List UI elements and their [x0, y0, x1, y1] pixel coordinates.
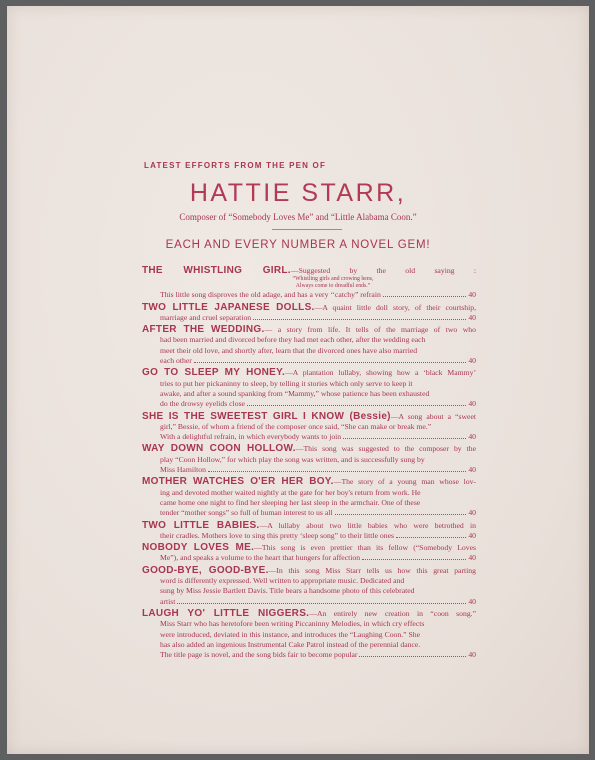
description-last-line: [160, 313, 476, 323]
description-last-line: [160, 597, 476, 607]
song-title: AFTER THE WEDDING.: [142, 324, 265, 336]
description-line: sung by Miss Jessie Bartlett Davis. Title bears a handsome photo of this celebrated: [160, 586, 415, 596]
tagline: EACH AND EVERY NUMBER A NOVEL GEM!: [165, 239, 431, 251]
song-description-start: —A quaint little doll story, of their courtship,: [314, 302, 477, 312]
page-sheet: [7, 6, 589, 754]
song-price: 40: [468, 530, 476, 540]
song-description: [142, 422, 476, 443]
song-price: 40: [468, 312, 476, 322]
song-description: [142, 313, 476, 323]
song-description-start: —This song was suggested to the composer by the: [295, 444, 476, 454]
song-description: [142, 488, 476, 519]
composer-name: HATTIE STARR,: [189, 179, 407, 207]
description-line: play “Coon Hollow,” for which play the song was written, and is successfully sung by: [160, 454, 425, 464]
song-price: 40: [468, 290, 476, 300]
quoted-saying: “Whistling girls and crowing hens,: [292, 276, 374, 283]
leader-dots: [362, 558, 466, 560]
song-price: 40: [468, 432, 476, 442]
song-entry: [142, 566, 476, 607]
description-text: each other: [160, 356, 192, 366]
description-text: The title page is novel, and the song bids fair to become popular: [160, 650, 358, 660]
song-price: 40: [468, 553, 476, 563]
song-first-line: [142, 609, 476, 619]
description-line: has also added an ingenious Instrumental Cake Patrol instead of the perennial dance.: [160, 639, 421, 649]
leader-dots: [177, 602, 466, 604]
description-last-line: [160, 508, 476, 518]
song-description-start: —Suggested by the old saying :: [290, 266, 476, 275]
leader-dots: [194, 361, 467, 363]
song-price: 40: [468, 508, 476, 518]
song-entry: [142, 477, 476, 518]
leader-dots: [208, 470, 466, 472]
description-line: girl,” Bessie, of whom a friend of the composer once said, “She can make or break me.”: [160, 421, 432, 431]
song-title: GO TO SLEEP MY HONEY.: [142, 367, 286, 379]
description-last-line: [160, 290, 476, 300]
song-first-line: [142, 566, 476, 576]
song-price: 40: [468, 596, 476, 606]
composer-byline: Composer of “Somebody Loves Me” and “Little Alabama Coon.”: [179, 212, 417, 222]
song-first-line: [142, 303, 476, 313]
song-first-line: [142, 543, 476, 553]
leader-dots: [253, 318, 466, 320]
description-text: tender “mother songs” so full of human interest to us all: [160, 508, 333, 518]
song-first-line: [142, 412, 476, 422]
song-title: TWO LITTLE JAPANESE DOLLS.: [142, 301, 315, 313]
song-entry: [142, 368, 476, 409]
song-title: MOTHER WATCHES O'ER HER BOY.: [142, 476, 334, 488]
song-description-start: — a story from life. It tells of the marriage of two who: [264, 325, 476, 335]
song-title: NOBODY LOVES ME.: [142, 542, 255, 554]
description-line: ing and devoted mother waited nightly at the gate for her boy's return from work. He: [160, 487, 421, 497]
description-line: word is differently expressed. Well written to appropriate music. Dedicated and: [160, 576, 405, 586]
song-description: [142, 379, 476, 410]
description-text: With a delightful refrain, in which everybody wants to join: [160, 432, 342, 442]
song-description: [142, 455, 476, 476]
description-text: Miss Hamilton: [160, 465, 206, 475]
description-last-line: [160, 399, 476, 409]
description-text: their cradles. Mothers love to sing this pretty ‘sleep song” to their little ones: [160, 530, 394, 540]
song-entry: [142, 303, 476, 324]
song-title: LAUGH YO' LITTLE NIGGERS.: [142, 607, 310, 619]
song-first-line: [142, 444, 476, 454]
song-price: 40: [468, 356, 476, 366]
song-price: 40: [468, 650, 476, 660]
song-price: 40: [468, 399, 476, 409]
description-text: marriage and cruel separation: [160, 312, 252, 322]
kicker-heading: LATEST EFFORTS FROM THE PEN OF: [144, 161, 327, 170]
song-description-start: —This song is even prettier than its fellow (“Somebody Loves: [254, 543, 477, 553]
song-title: WAY DOWN COON HOLLOW.: [142, 443, 296, 455]
description-last-line: [160, 432, 476, 442]
description-line: meet their old love, and shortly after, learn that the divorced ones have also married: [160, 345, 418, 355]
song-title: THE WHISTLING GIRL.: [142, 265, 291, 276]
description-text: This little song disproves the old adage, and has a very ‘‘catchy” refrain: [160, 290, 381, 300]
song-title: GOOD-BYE, GOOD-BYE.: [142, 564, 269, 576]
quoted-saying: Always come to dreadful ends.”: [295, 283, 371, 290]
leader-dots: [359, 655, 466, 657]
description-text: artist: [160, 596, 176, 606]
song-description: [142, 619, 476, 660]
description-line: Miss Starr who has heretofore been writing Piccaninny Melodies, in which cry effects: [160, 619, 425, 629]
song-entry: [142, 266, 476, 301]
leader-dots: [383, 295, 467, 297]
song-description: [142, 335, 476, 366]
description-last-line: [160, 531, 476, 541]
song-title: TWO LITTLE BABIES.: [142, 519, 260, 531]
description-last-line: [160, 465, 476, 475]
description-last-line: [160, 553, 476, 563]
song-entry: [142, 444, 476, 475]
song-entry: [142, 325, 476, 366]
description-text: Me”), and speaks a volume to the heart that hungers for affection: [160, 553, 361, 563]
description-line: tries to put her pickaninny to sleep, by telling it stories which only serve to keep it: [160, 378, 413, 388]
song-entry: [142, 609, 476, 660]
song-entry: [142, 412, 476, 443]
song-description-start: —A song about a “sweet: [390, 411, 477, 421]
song-entry: [142, 543, 476, 564]
divider-rule: [272, 229, 342, 230]
description-line: had been married and divorced before they had met each other, after the wedding each: [160, 335, 426, 345]
leader-dots: [335, 513, 467, 515]
song-first-line: [142, 325, 476, 335]
description-last-line: [160, 650, 476, 660]
song-description: [142, 553, 476, 563]
song-first-line: [142, 521, 476, 531]
song-description: [142, 531, 476, 541]
leader-dots: [396, 536, 466, 538]
description-last-line: [160, 356, 476, 366]
song-description-start: —An entirely new creation in “coon song.”: [309, 608, 476, 618]
song-description-start: —In this song Miss Starr tells us how this great parting: [268, 565, 476, 575]
leader-dots: [247, 404, 466, 406]
description-line: were introduced, deviated in this instance, and introduces the “Laughing Coon.” She: [160, 629, 421, 639]
song-first-line: [142, 477, 476, 487]
song-description-start: —A plantation lullaby, showing how a ‘black Mammy’: [285, 368, 476, 378]
song-description-start: —The story of a young man whose lov-: [333, 477, 477, 487]
song-description-start: —A lullaby about two little babies who were betrothed in: [259, 520, 476, 530]
description-line: came home one night to find her sleeping her last sleep in the armchair. One of these: [160, 497, 421, 507]
song-list: [142, 266, 476, 662]
song-price: 40: [468, 465, 476, 475]
song-entry: [142, 521, 476, 542]
song-description: [142, 576, 476, 607]
song-first-line: [142, 368, 476, 378]
leader-dots: [343, 437, 466, 439]
song-description: [142, 276, 476, 300]
description-line: awake, and after a sound spanking from “Mammy,” whose patience has been exhausted: [160, 388, 430, 398]
song-first-line: [142, 266, 476, 276]
song-title: SHE IS THE SWEETEST GIRL I KNOW (Bessie): [142, 410, 391, 422]
description-text: do the drowsy eyelids close: [160, 399, 245, 409]
